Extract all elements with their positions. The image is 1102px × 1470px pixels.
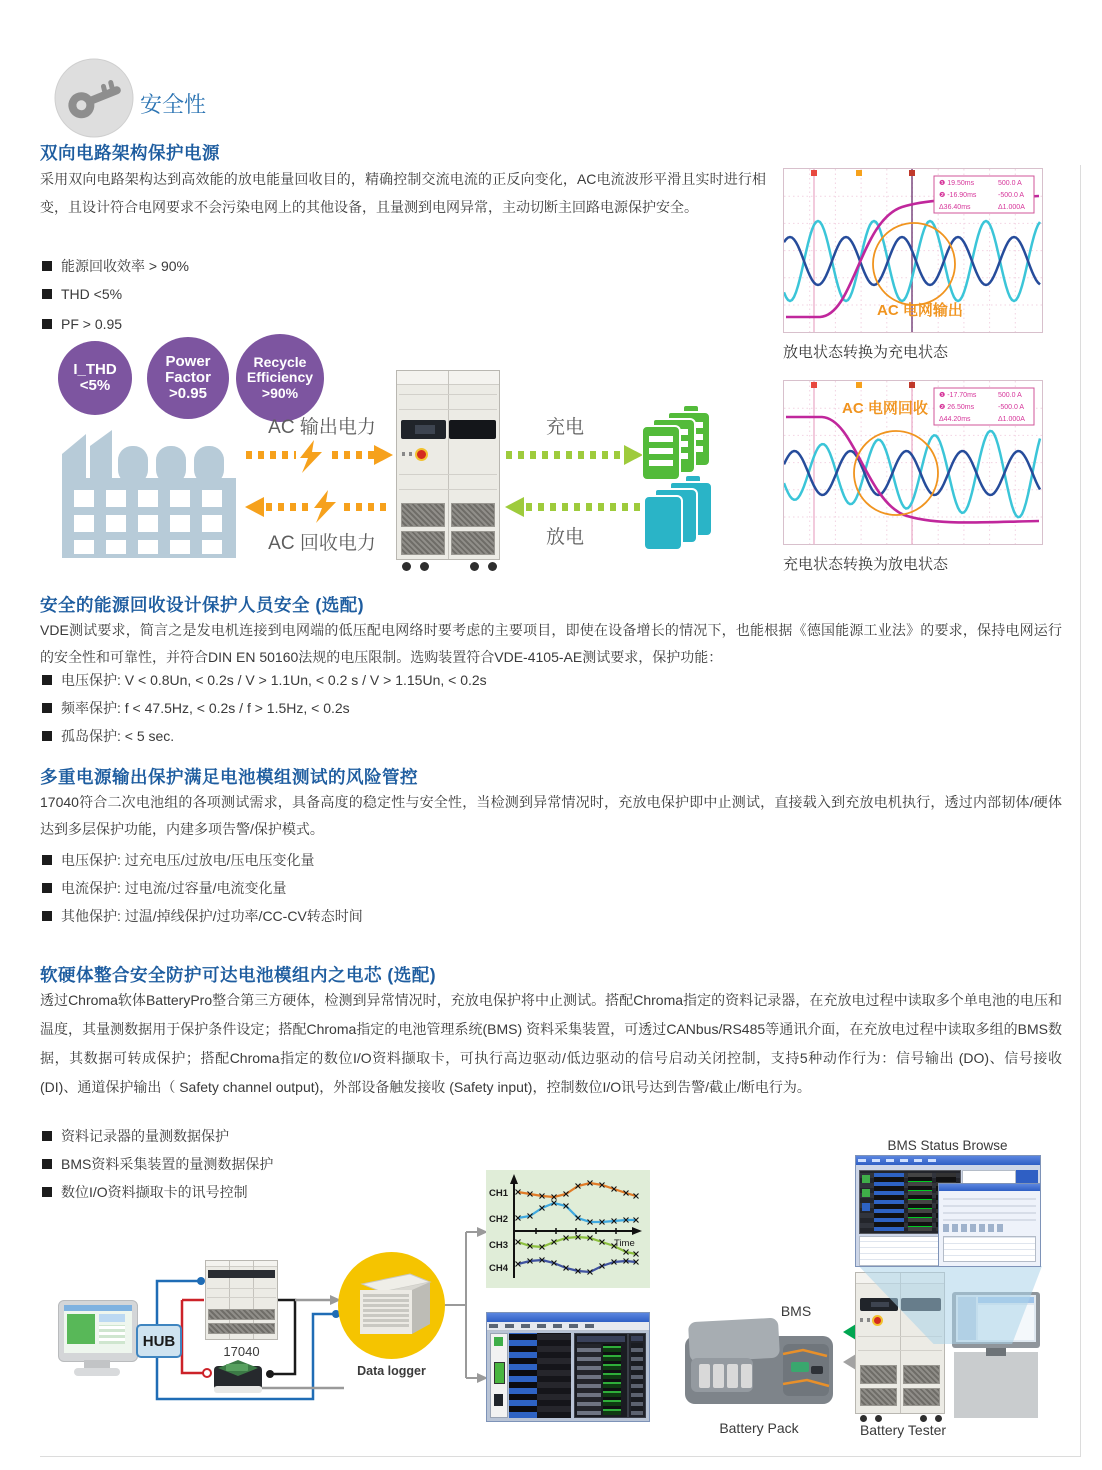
svg-text:❶ -17.70ms: ❶ -17.70ms	[939, 392, 977, 399]
17040-rack-image	[205, 1260, 278, 1340]
svg-text:❶ 19.50ms: ❶ 19.50ms	[939, 180, 975, 187]
section4-heading: 软硬体整合安全防护可达电池模组内之电芯 (选配)	[40, 965, 437, 985]
battery-module-image	[212, 1356, 264, 1396]
bullet-square-icon	[42, 289, 52, 299]
svg-text:Δ1.000A: Δ1.000A	[998, 204, 1025, 211]
badge-power-factor: Power Factor >0.95	[147, 337, 229, 419]
section1-bullet: PF > 0.95	[42, 316, 122, 332]
17040-label: 17040	[223, 1344, 260, 1359]
key-icon	[54, 58, 134, 138]
svg-text:500.0 A: 500.0 A	[998, 180, 1022, 187]
svg-text:500.0 A: 500.0 A	[998, 392, 1022, 399]
bms-dialog-screenshot	[938, 1183, 1041, 1267]
svg-text:CH3: CH3	[489, 1240, 509, 1251]
scope-annotation: AC 电网回收	[842, 400, 928, 417]
badge-ithd: I_THD <5%	[58, 341, 132, 415]
computer-image	[52, 1300, 144, 1382]
section4-bullet: BMS资料采集装置的量测数据保护	[42, 1154, 273, 1174]
svg-text:-500.0 A: -500.0 A	[998, 404, 1025, 411]
scope-figure-charge-to-discharge	[783, 380, 1043, 545]
svg-text:CH1: CH1	[489, 1188, 509, 1199]
monitor-table	[954, 1352, 1038, 1418]
discharged-battery-stack-icon	[644, 476, 724, 557]
battery-tester-label: Battery Tester	[859, 1422, 947, 1438]
emergency-stop-button	[415, 448, 428, 461]
section3-body: 17040符合二次电池组的各项测试需求，具备高度的稳定性与安全性，当检测到异常情况时，充放电保护即中止测试，直接载入到充放电机执行，透过内部韧体/硬体达到多层保护功能，内建多项告警/保护模式。	[40, 794, 1062, 837]
section1-bullet: 能源回收效率 > 90%	[42, 256, 189, 276]
svg-text:Δ44.20ms: Δ44.20ms	[939, 416, 971, 423]
bullet-square-icon	[42, 261, 52, 271]
batterypro-software-screenshot	[486, 1312, 650, 1422]
charge-label: 充电	[545, 417, 584, 438]
section2-bullet: 频率保护: f < 47.5Hz, < 0.2s / f > 1.5Hz, < 0.2s	[42, 698, 350, 718]
section3-bullet: 其他保护: 过温/掉线保护/过功率/CC-CV转态时间	[42, 906, 363, 926]
ac-recycle-label: AC 回收电力	[268, 533, 376, 554]
section4-body: 透过Chroma软体BatteryPro整合第三方硬体，检测到异常情况时，充放电保护将中止测试。搭配Chroma指定的资料记录器，在充放电过程中读取多个单电池的电压和温度，其量测数据用于保护条件设定；搭配Chroma指定的电池管理系统(BMS) 资料采集装置，可透过CANbus/RS485等通讯介面，在充放电过程中读取多组的BMS数据，其数据可转成保护；搭配Chroma指定的数位I/O资料撷取卡，可执行高边驱动/低边驱动的信号启动关闭控制，支持5种动作行为：信号输出 (DO)、信号接收 (DI)、通道保护输出（ Safety channel output)，外部设备触发接收 (Safety input)，控制数位I/O讯号达到告警/截止/断电行为。	[40, 992, 1062, 1095]
data-logger-label: Data logger	[357, 1364, 426, 1378]
battery-pack-label: Battery Pack	[719, 1420, 799, 1436]
svg-text:❷ 26.50ms: ❷ 26.50ms	[939, 404, 975, 411]
section4-bullet: 资料记录器的量测数据保护	[42, 1126, 229, 1146]
scope2-caption: 充电状态转换为放电状态	[783, 556, 949, 573]
page-edge-right	[1080, 165, 1081, 1457]
svg-text:CH2: CH2	[489, 1214, 509, 1225]
svg-text:-500.0 A: -500.0 A	[998, 192, 1025, 199]
data-logger-image	[352, 1272, 434, 1336]
section1-bullet: THD <5%	[42, 286, 122, 302]
bullet-square-icon	[42, 319, 52, 329]
section3-bullet: 电流保护: 过电流/过容量/电流变化量	[42, 878, 287, 898]
section2-body: VDE测试要求，简言之是发电机连接到电网端的低压配电网络时要考虑的主要项目，即使在设备增长的情况下，也能根据《德国能源工业法》的要求，保持电网运行的安全性和可靠性，并符合DIN EN 50160法规的电压限制。选购装置符合VDE-4105-AE测试要求，保护功能：	[40, 622, 1062, 665]
page-edge-bottom	[40, 1456, 1081, 1457]
section2-bullet: 电压保护: V < 0.8Un, < 0.2s / V > 1.1Un, < 0.2 s / V > 1.15Un, < 0.2s	[42, 670, 487, 690]
bms-status-browse-label: BMS Status Browse	[887, 1138, 1008, 1153]
svg-text:Δ36.40ms: Δ36.40ms	[939, 204, 971, 211]
scope1-caption: 放电状态转换为充电状态	[783, 344, 949, 361]
badge-recycle-efficiency: Recycle Efficiency >90%	[236, 334, 324, 422]
regenerative-battery-system-image	[396, 370, 500, 560]
section2-heading: 安全的能源回收设计保护人员安全 (选配)	[40, 595, 365, 615]
section3-heading: 多重电源输出保护满足电池模组测试的风险管控	[40, 767, 418, 787]
svg-text:❷ -16.90ms: ❷ -16.90ms	[939, 192, 977, 199]
charged-battery-stack-icon	[642, 406, 722, 487]
section3-bullet: 电压保护: 过充电压/过放电/压电压变化量	[42, 850, 315, 870]
scope-annotation: AC 电网输出	[877, 302, 963, 319]
battery-pack-image	[683, 1310, 835, 1416]
factory-icon	[60, 420, 238, 565]
section4-bullet: 数位I/O资料撷取卡的讯号控制	[42, 1182, 248, 1202]
svg-text:Δ1.000A: Δ1.000A	[998, 416, 1025, 423]
bms-label: BMS	[780, 1303, 812, 1319]
page-title: 安全性	[140, 92, 207, 117]
section1-heading: 双向电路架构保护电源	[40, 143, 220, 163]
discharge-label: 放电	[545, 527, 584, 548]
rack-display	[401, 420, 446, 439]
time-axis-label: Time	[614, 1238, 635, 1249]
channel-trend-chart	[486, 1170, 650, 1288]
scope-figure-discharge-to-charge	[783, 168, 1043, 333]
ac-output-label: AC 输出电力	[268, 417, 376, 438]
svg-text:CH4: CH4	[489, 1263, 509, 1274]
section2-bullet: 孤岛保护: < 5 sec.	[42, 726, 174, 746]
section1-body: 采用双向电路架构达到高效能的放电能量回收目的，精确控制交流电流的正反向变化，AC电流波形平滑且实时进行相变，且设计符合电网要求不会污染电网上的其他设备，且量测到电网异常，主动切断主回路电源保护安全。	[40, 171, 766, 215]
monitor-stand	[986, 1348, 1006, 1356]
hub-box: HUB	[136, 1324, 182, 1358]
